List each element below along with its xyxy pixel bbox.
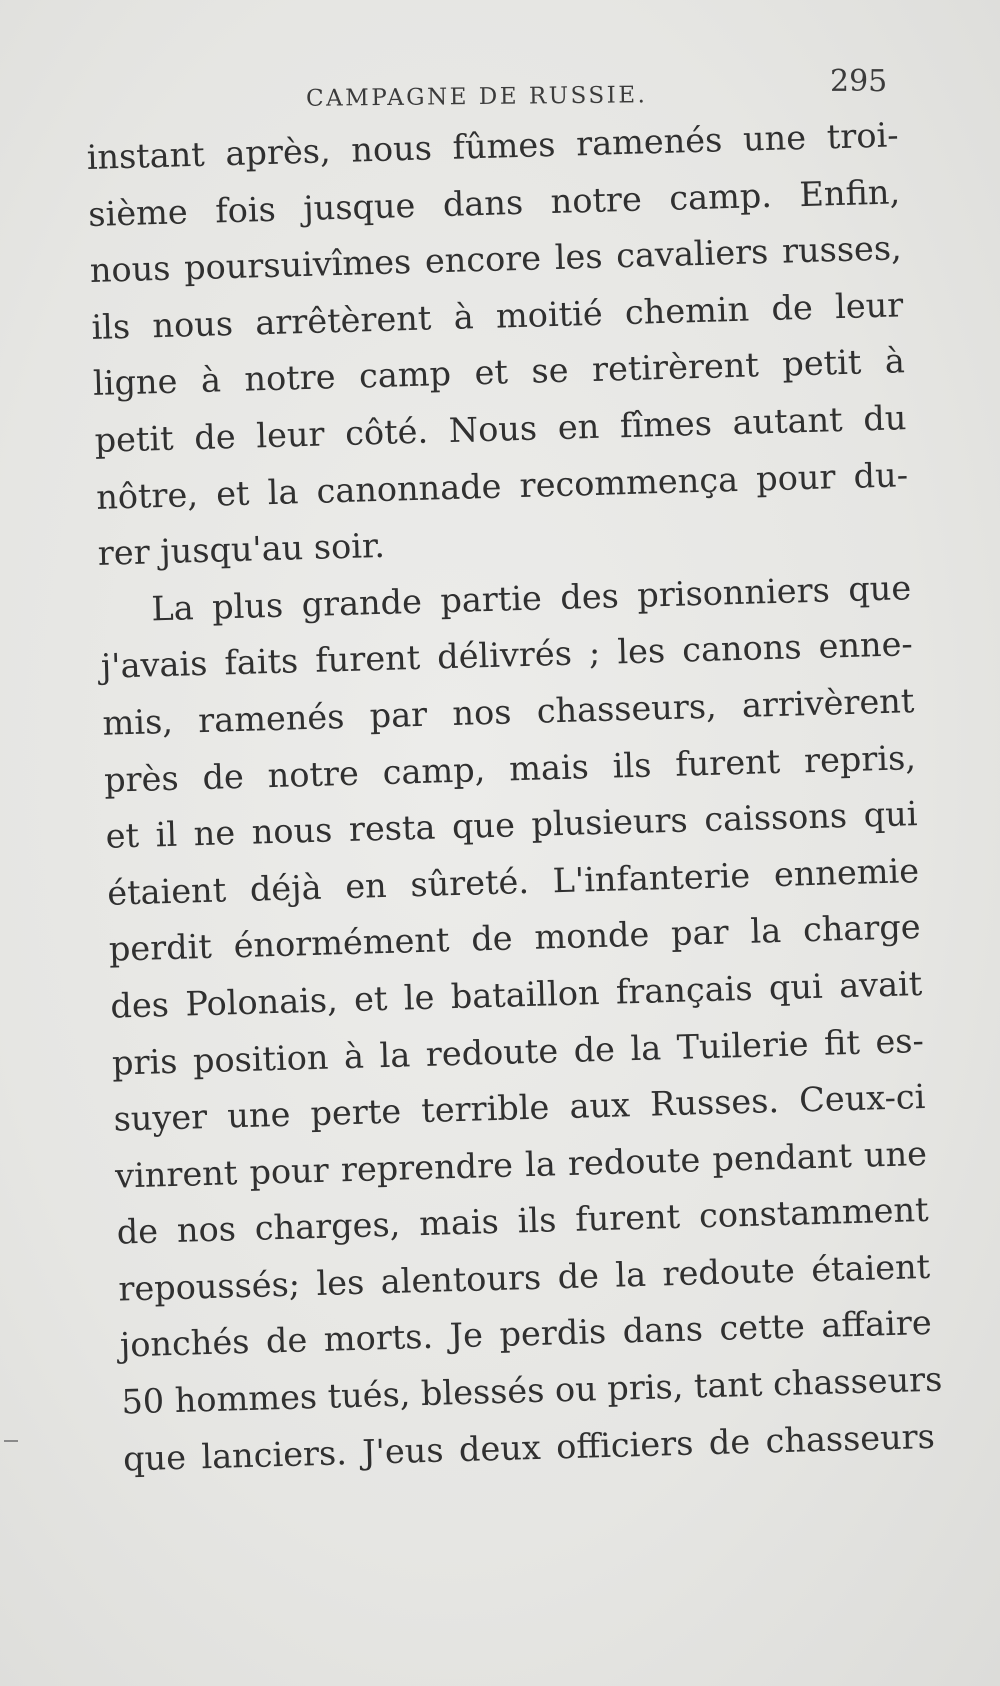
text-line: que lanciers. J'eus deux officiers de chasseurs: [122, 1416, 936, 1479]
text-line: ils nous arrêtèrent à moitié chemin de leur: [90, 285, 904, 347]
text-line: sième fois jusque dans notre camp. Enfin,: [87, 171, 901, 234]
text-line: vinrent pour reprendre la redoute pendant une: [114, 1133, 928, 1196]
text-line: nous poursuivîmes encore les cavaliers russes,: [89, 228, 903, 291]
running-head-title: CAMPAGNE DE RUSSIE.: [305, 82, 648, 112]
text-line: instant après, nous fûmes ramenés une troi-: [86, 115, 899, 177]
text-line: j'avais faits furent délivrés ; les canons enne-: [100, 624, 914, 687]
text-line: et il ne nous resta que plusieurs caissons qui: [105, 794, 918, 856]
text-line: ligne à notre camp et se retirèrent petit à: [92, 341, 906, 404]
text-line: pris position à la redoute de la Tuilerie fit es-: [111, 1020, 925, 1083]
text-line: mis, ramenés par nos chasseurs, arrivèrent: [102, 681, 915, 743]
text-line: étaient déjà en sûreté. L'infanterie ennemie: [106, 850, 920, 913]
text-line: 50 hommes tués, blessés ou pris, tant chasseurs: [120, 1359, 943, 1422]
page-number: 295: [830, 64, 888, 99]
text-line: des Polonais, et le bataillon français qui avait: [109, 963, 923, 1026]
margin-dash-mark: [4, 1440, 18, 1442]
text-line: près de notre camp, mais ils furent repris,: [103, 737, 917, 800]
text-line: perdit énormément de monde par la charge: [108, 907, 922, 969]
text-line: suyer une perte terrible aux Russes. Ceux-ci: [113, 1077, 926, 1139]
body-text: [86, 107, 943, 1487]
text-line: jonchés de morts. Je perdis dans cette affaire: [119, 1303, 933, 1365]
text-line: petit de leur côté. Nous en fîmes autant du: [94, 398, 907, 460]
text-line: repoussés; les alentours de la redoute étaient: [117, 1246, 931, 1309]
paragraph-start-line: La plus grande partie des prisonniers que: [150, 567, 912, 629]
text-line: de nos charges, mais ils furent constamment: [116, 1190, 930, 1252]
text-line: nôtre, et la canonnade recommença pour du-: [95, 454, 909, 517]
paragraph-end-line: rer jusqu'au soir.: [97, 525, 386, 573]
